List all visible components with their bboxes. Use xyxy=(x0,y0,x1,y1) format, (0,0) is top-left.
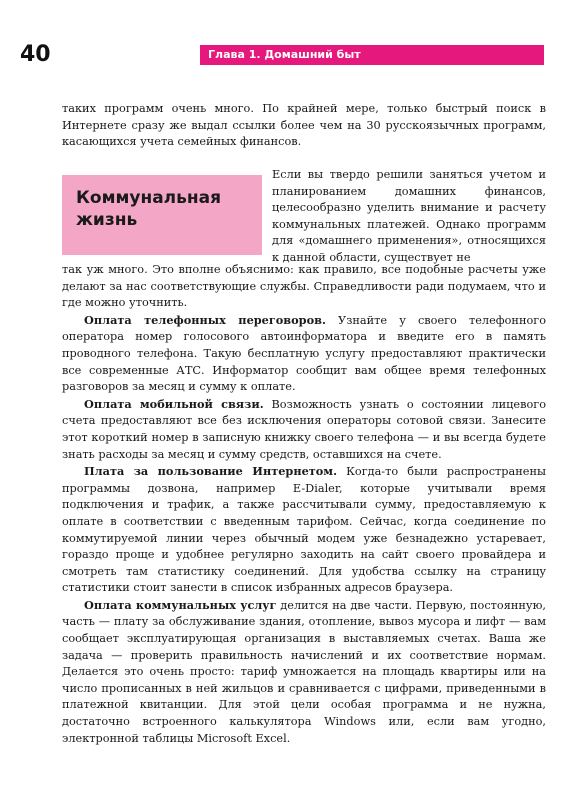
section-phone xyxy=(62,312,546,396)
section-body: Когда-то были распространены программы дозвона, например E-Dialer, которые учитывали время подключения и трафик, а также рассчитывали сумму, предоставляемую к оплате в соответствии с введенным тарифом. Сейчас, когда соединение по коммутируемой линии через обычный модем уже безнадежно устаревает, гораздо проще и удобнее регулярно заходить на сайт своего провайдера и смотреть там статистику соединений. Для удобства ссылку на страницу статистики стоит занести в список избранных адресов браузера. xyxy=(62,465,546,595)
section-heading: Плата за пользование Интернетом. xyxy=(84,464,338,479)
section-heading: Оплата мобильной связи. xyxy=(84,396,264,411)
callout-title-line2: жизнь xyxy=(76,210,138,230)
main-text xyxy=(62,262,546,747)
chapter-header: Глава 1. Домашний быт xyxy=(200,45,544,65)
section-body: Возможность узнать о состоянии лицевого счета предоставляют все без исключения операторы сотовой связи. Занесите этот короткий номер в записную книжку своего телефона — и вы всегда будете знать расходы за месяц и сумму средств, оставшихся на счете. xyxy=(62,397,546,461)
section-body: Узнайте у своего телефонного оператора номер голосового автоинформатора и введите его в память проводного телефона. Такую бесплатную услугу предоставляют практически все современные АТС. Информатор сообщит вам общее время телефонных разговоров за месяц и сумму к оплате. xyxy=(62,313,547,394)
page-number: 40 xyxy=(20,42,51,67)
section-heading: Оплата телефонных переговоров. xyxy=(84,312,326,327)
continuation-paragraph: так уж много. Это вполне объяснимо: как правило, все подобные расчеты уже делают за нас соответствующие службы. Справедливости ради подумаем, что и где можно уточнить. xyxy=(62,263,546,310)
section-mobile xyxy=(62,396,546,463)
callout-title-line1: Коммунальная xyxy=(76,188,221,208)
beside-callout-paragraph: Если вы твердо решили заняться учетом и планированием домашних финансов, целесообразно уделить внимание и расчету коммунальных платежей. Однако программ для «домашнего применения», относящихся к данной области, существует не xyxy=(272,168,546,264)
section-callout-box xyxy=(62,175,262,255)
section-body: делится на две части. Первую, постоянную, часть — плату за обслуживание здания, отопление, вывоз мусора и лифт — вам сообщает эксплуатирующая организация в выставляемых счетах. Ваша же задача — проверить правильность начислений и их соответствие нормам. Делается это очень просто: тариф умножается на площадь квартиры или на число прописанных в ней жильцов и сравнивается с цифрами, приведенными в платежной квитанции. Для этой цели особая программа и не нужна, достаточно встроенного калькулятора Windows или, если вам угодно, электронной таблицы Microsoft Excel. xyxy=(62,598,546,745)
section-internet xyxy=(62,463,546,597)
section-heading: Оплата коммунальных услуг xyxy=(84,597,277,612)
section-utilities xyxy=(62,597,546,747)
intro-paragraph: таких программ очень много. По крайней мере, только быстрый поиск в Интернете сразу же выдал ссылки более чем на 30 русскоязычных программ, касающихся учета семейных финансов. xyxy=(62,102,546,149)
